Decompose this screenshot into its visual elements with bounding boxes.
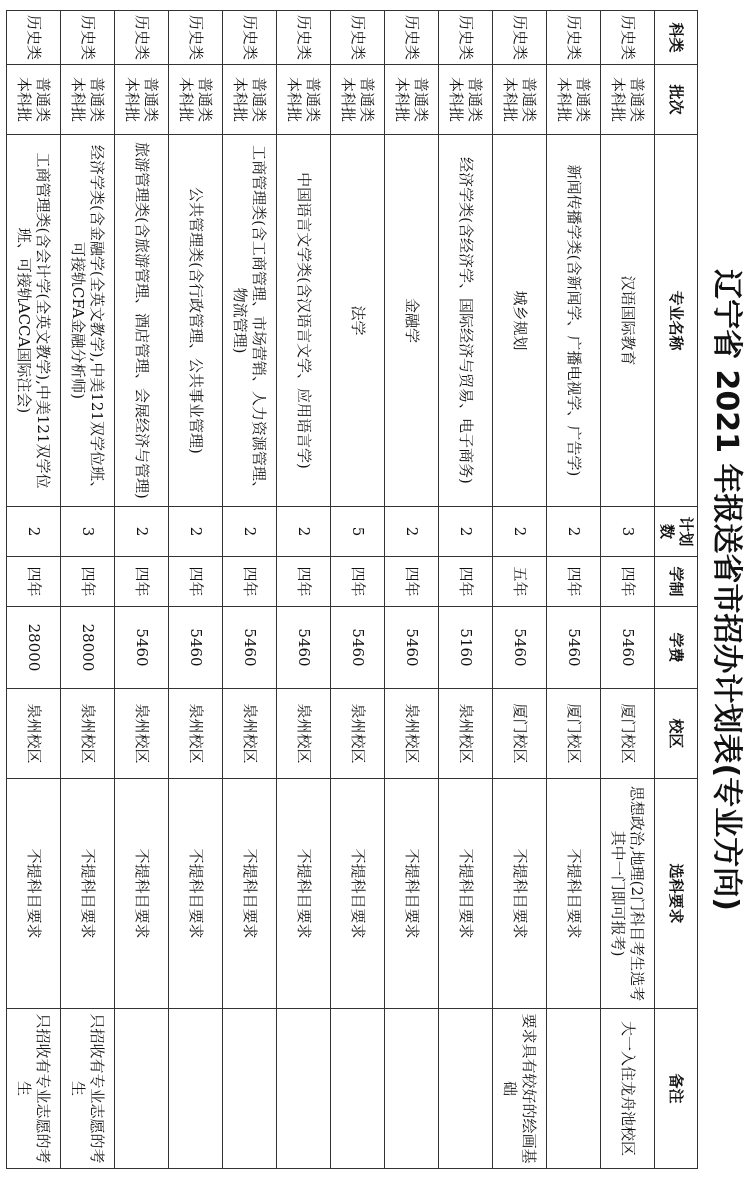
cell-tuition: 5460 xyxy=(601,607,655,689)
cell-duration: 五年 xyxy=(493,557,547,607)
cell-duration: 四年 xyxy=(601,557,655,607)
cell-batch2: 本科批 xyxy=(285,76,304,122)
cell-batch xyxy=(277,65,331,135)
cell-duration: 四年 xyxy=(115,557,169,607)
cell-subject: 历史类 xyxy=(601,11,655,65)
cell-requirement: 不提科目要求 xyxy=(331,779,385,1009)
cell-note xyxy=(385,1009,439,1169)
cell-duration: 四年 xyxy=(547,557,601,607)
header-batch: 批次 xyxy=(655,65,698,135)
cell-subject: 历史类 xyxy=(7,11,61,65)
cell-plan: 3 xyxy=(601,507,655,557)
cell-batch1: 普通类 xyxy=(412,76,431,122)
cell-tuition: 28000 xyxy=(7,607,61,689)
cell-batch1: 普通类 xyxy=(520,76,539,122)
cell-tuition: 5460 xyxy=(547,607,601,689)
cell-major: 旅游管理类(含旅游管理、酒店管理、会展经济与管理) xyxy=(115,135,169,507)
cell-plan: 2 xyxy=(547,507,601,557)
cell-batch1: 普通类 xyxy=(466,76,485,122)
cell-batch2: 本科批 xyxy=(393,76,412,122)
cell-batch2: 本科批 xyxy=(123,76,142,122)
cell-plan: 2 xyxy=(277,507,331,557)
cell-requirement: 不提科目要求 xyxy=(439,779,493,1009)
cell-tuition: 5460 xyxy=(385,607,439,689)
cell-major: 法学 xyxy=(331,135,385,507)
cell-batch xyxy=(493,65,547,135)
cell-batch2: 本科批 xyxy=(69,76,88,122)
cell-batch1: 普通类 xyxy=(196,76,215,122)
cell-major: 金融学 xyxy=(385,135,439,507)
table-row xyxy=(223,11,277,1169)
cell-requirement: 不提科目要求 xyxy=(223,779,277,1009)
cell-duration: 四年 xyxy=(385,557,439,607)
cell-batch2: 本科批 xyxy=(447,76,466,122)
enrollment-plan-table xyxy=(6,10,698,1169)
cell-requirement: 不提科目要求 xyxy=(7,779,61,1009)
cell-plan: 2 xyxy=(169,507,223,557)
cell-batch2: 本科批 xyxy=(177,76,196,122)
cell-batch xyxy=(601,65,655,135)
table-row xyxy=(385,11,439,1169)
cell-tuition: 5460 xyxy=(331,607,385,689)
cell-plan: 2 xyxy=(385,507,439,557)
table-row xyxy=(601,11,655,1169)
cell-note xyxy=(169,1009,223,1169)
cell-major: 新闻传播学类(含新闻学、广播电视学、广告学) xyxy=(547,135,601,507)
cell-batch1: 普通类 xyxy=(628,76,647,122)
cell-major: 工商管理类(含会计学(全英文教学),中美121双学位班、可接轨ACCA国际注会) xyxy=(7,135,61,507)
cell-batch1: 普通类 xyxy=(574,76,593,122)
table-row xyxy=(61,11,115,1169)
cell-tuition: 5460 xyxy=(115,607,169,689)
table-row xyxy=(547,11,601,1169)
cell-duration: 四年 xyxy=(223,557,277,607)
cell-duration: 四年 xyxy=(331,557,385,607)
cell-batch xyxy=(547,65,601,135)
cell-campus: 泉州校区 xyxy=(277,689,331,779)
cell-campus: 泉州校区 xyxy=(331,689,385,779)
cell-subject: 历史类 xyxy=(385,11,439,65)
cell-subject: 历史类 xyxy=(223,11,277,65)
cell-batch1: 普通类 xyxy=(358,76,377,122)
cell-batch2: 本科批 xyxy=(339,76,358,122)
cell-note xyxy=(331,1009,385,1169)
cell-requirement: 不提科目要求 xyxy=(115,779,169,1009)
cell-major: 经济学类(含金融学(全英文教学),中美121双学位班、可接轨CFA金融分析师) xyxy=(61,135,115,507)
header-tuition: 学费 xyxy=(655,607,698,689)
cell-note xyxy=(115,1009,169,1169)
cell-subject: 历史类 xyxy=(439,11,493,65)
cell-duration: 四年 xyxy=(7,557,61,607)
cell-note: 大一入住龙舟池校区 xyxy=(601,1009,655,1169)
cell-duration: 四年 xyxy=(277,557,331,607)
table-row xyxy=(277,11,331,1169)
cell-subject: 历史类 xyxy=(277,11,331,65)
cell-subject: 历史类 xyxy=(115,11,169,65)
cell-batch1: 普通类 xyxy=(142,76,161,122)
header-plan: 计划数 xyxy=(655,507,698,557)
cell-tuition: 5460 xyxy=(277,607,331,689)
cell-plan: 5 xyxy=(331,507,385,557)
cell-major: 工商管理类(含工商管理、市场营销、人力资源管理、物流管理) xyxy=(223,135,277,507)
cell-subject: 历史类 xyxy=(61,11,115,65)
cell-batch xyxy=(115,65,169,135)
table-row xyxy=(331,11,385,1169)
cell-plan: 2 xyxy=(7,507,61,557)
header-note: 备注 xyxy=(655,1009,698,1169)
cell-plan: 2 xyxy=(115,507,169,557)
cell-requirement: 不提科目要求 xyxy=(493,779,547,1009)
cell-batch2: 本科批 xyxy=(231,76,250,122)
cell-note: 要求具有较好的绘画基础 xyxy=(493,1009,547,1169)
cell-major: 城乡规划 xyxy=(493,135,547,507)
cell-subject: 历史类 xyxy=(493,11,547,65)
cell-campus: 厦门校区 xyxy=(601,689,655,779)
cell-campus: 泉州校区 xyxy=(385,689,439,779)
cell-batch xyxy=(385,65,439,135)
cell-campus: 泉州校区 xyxy=(7,689,61,779)
cell-batch1: 普通类 xyxy=(34,76,53,122)
cell-requirement: 思想政治,地理(2门科目考生选考其中一门即可报考) xyxy=(601,779,655,1009)
cell-note: 只招收有专业志愿的考生 xyxy=(7,1009,61,1169)
cell-batch xyxy=(61,65,115,135)
cell-note: 只招收有专业志愿的考生 xyxy=(61,1009,115,1169)
cell-batch2: 本科批 xyxy=(609,76,628,122)
cell-major: 中国语言文学类(含汉语言文学、应用语言学) xyxy=(277,135,331,507)
cell-plan: 2 xyxy=(223,507,277,557)
cell-subject: 历史类 xyxy=(331,11,385,65)
cell-batch1: 普通类 xyxy=(250,76,269,122)
table-row xyxy=(439,11,493,1169)
cell-batch2: 本科批 xyxy=(501,76,520,122)
cell-note xyxy=(439,1009,493,1169)
cell-batch xyxy=(169,65,223,135)
cell-campus: 厦门校区 xyxy=(493,689,547,779)
cell-plan: 3 xyxy=(61,507,115,557)
cell-batch xyxy=(439,65,493,135)
table-header-row xyxy=(655,11,698,1169)
cell-tuition: 5460 xyxy=(493,607,547,689)
cell-duration: 四年 xyxy=(169,557,223,607)
cell-tuition: 5460 xyxy=(169,607,223,689)
cell-note xyxy=(277,1009,331,1169)
cell-requirement: 不提科目要求 xyxy=(385,779,439,1009)
cell-batch xyxy=(331,65,385,135)
cell-campus: 泉州校区 xyxy=(169,689,223,779)
cell-note xyxy=(223,1009,277,1169)
cell-note xyxy=(547,1009,601,1169)
cell-batch xyxy=(223,65,277,135)
header-subject: 科类 xyxy=(655,11,698,65)
page-title: 辽宁省 2021 年报送省市招办计划表(专业方向) xyxy=(709,269,744,911)
header-campus: 校区 xyxy=(655,689,698,779)
cell-major: 公共管理类(含行政管理、公共事业管理) xyxy=(169,135,223,507)
table-row xyxy=(115,11,169,1169)
header-requirement: 选科要求 xyxy=(655,779,698,1009)
header-duration: 学制 xyxy=(655,557,698,607)
cell-batch2: 本科批 xyxy=(555,76,574,122)
cell-major: 汉语国际教育 xyxy=(601,135,655,507)
cell-batch xyxy=(7,65,61,135)
cell-plan: 2 xyxy=(493,507,547,557)
cell-campus: 泉州校区 xyxy=(439,689,493,779)
cell-tuition: 28000 xyxy=(61,607,115,689)
cell-requirement: 不提科目要求 xyxy=(277,779,331,1009)
cell-campus: 厦门校区 xyxy=(547,689,601,779)
cell-requirement: 不提科目要求 xyxy=(61,779,115,1009)
cell-batch1: 普通类 xyxy=(88,76,107,122)
cell-batch1: 普通类 xyxy=(304,76,323,122)
table-row xyxy=(493,11,547,1169)
table-row xyxy=(7,11,61,1169)
cell-subject: 历史类 xyxy=(169,11,223,65)
cell-batch2: 本科批 xyxy=(15,76,34,122)
cell-duration: 四年 xyxy=(439,557,493,607)
cell-campus: 泉州校区 xyxy=(61,689,115,779)
cell-major: 经济学类(含经济学、国际经济与贸易、电子商务) xyxy=(439,135,493,507)
table-row xyxy=(169,11,223,1169)
cell-duration: 四年 xyxy=(61,557,115,607)
cell-campus: 泉州校区 xyxy=(223,689,277,779)
cell-requirement: 不提科目要求 xyxy=(547,779,601,1009)
cell-plan: 2 xyxy=(439,507,493,557)
cell-requirement: 不提科目要求 xyxy=(169,779,223,1009)
cell-tuition: 5460 xyxy=(223,607,277,689)
cell-subject: 历史类 xyxy=(547,11,601,65)
header-major: 专业名称 xyxy=(655,135,698,507)
cell-tuition: 5160 xyxy=(439,607,493,689)
cell-campus: 泉州校区 xyxy=(115,689,169,779)
